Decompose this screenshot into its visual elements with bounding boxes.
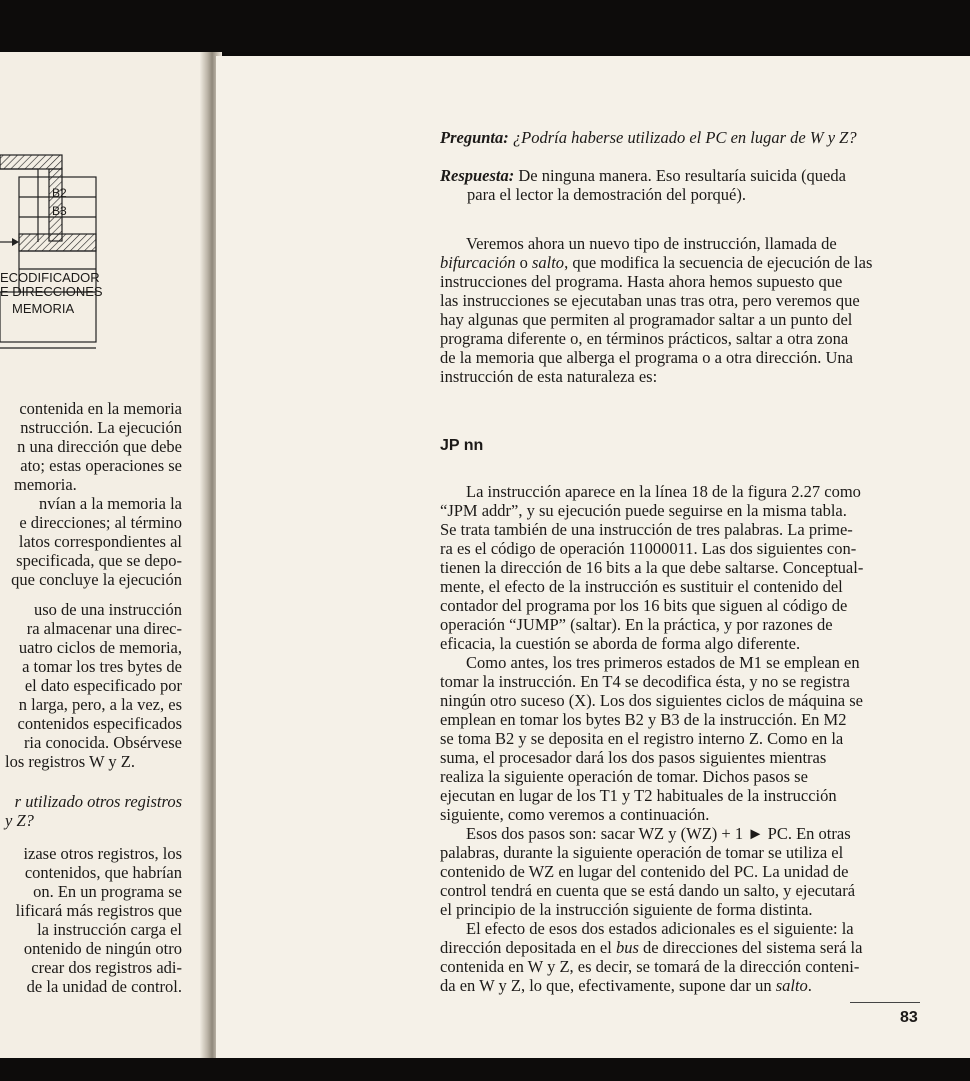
para2-line-27: da en W y Z, lo que, efectivamente, supone dar un salto.	[440, 976, 812, 995]
para2-line-9: eficacia, la cuestión se aborda de forma algo diferente.	[440, 634, 801, 653]
left-line-3: n una dirección que debe	[17, 437, 182, 456]
para2-line-10: Como antes, los tres primeros estados de M1 se emplean en	[466, 653, 860, 672]
para2-line-3: Se trata también de una instrucción de tres palabras. La prime-	[440, 520, 853, 539]
left-line-19: los registros W y Z.	[5, 752, 136, 771]
left-line-27: ontenido de ningún otro	[23, 939, 182, 958]
left-line-2: nstrucción. La ejecución	[20, 418, 182, 437]
right-page	[216, 56, 970, 1058]
left-line-18: ria conocida. Obsérvese	[23, 733, 182, 752]
para2-line-23: el principio de la instrucción siguiente de forma distinta.	[440, 900, 813, 919]
b2-label: B2	[52, 186, 67, 200]
para2-line-7: contador del programa por los 16 bits que siguen al código de	[440, 596, 848, 615]
para2-line-8: operación “JUMP” (saltar). En la práctica, y por razones de	[440, 615, 833, 634]
b3-label: B3	[52, 204, 67, 218]
bottom-dark-border	[0, 1058, 970, 1081]
para1-line-7: de la memoria que alberga el programa o a otra dirección. Una	[440, 348, 853, 367]
arrow-head	[12, 238, 19, 246]
para2-line-15: suma, el procesador dará los dos pasos siguientes mientras	[440, 748, 827, 767]
left-line-10: que concluye la ejecución	[11, 570, 182, 589]
para1-line-3: instrucciones del programa. Hasta ahora hemos supuesto que	[440, 272, 843, 291]
left-line-5: memoria.	[14, 475, 77, 494]
para2-line-1: La instrucción aparece en la línea 18 de la figura 2.27 como	[466, 482, 861, 501]
left-line-25: lificará más registros que	[15, 901, 182, 920]
hatched-bus-top	[0, 155, 62, 169]
decoder-label-line1: ECODIFICADOR	[0, 270, 100, 285]
left-line-8: latos correspondientes al	[18, 532, 182, 551]
left-line-13: uatro ciclos de memoria,	[18, 638, 182, 657]
left-line-9: specificada, que se depo-	[16, 551, 182, 570]
para2-line-21: contenido de WZ en lugar del contenido del PC. La unidad de	[440, 862, 849, 881]
para2-line-19: Esos dos pasos son: sacar WZ y (WZ) + 1 ► PC. En otras	[466, 824, 851, 843]
left-line-29: de la unidad de control.	[26, 977, 182, 996]
para2-line-16: realiza la siguiente operación de tomar. Dichos pasos se	[440, 767, 808, 786]
para2-line-24: El efecto de esos dos estados adicionales es el siguiente: la	[466, 919, 854, 938]
question-text: ¿Podría haberse utilizado el PC en lugar de W y Z?	[512, 128, 857, 147]
para2-line-11: tomar la instrucción. En T4 se decodifica ésta, y no se registra	[440, 672, 850, 691]
left-line-16: n larga, pero, a la vez, es	[18, 695, 182, 714]
answer-line-2: para el lector la demostración del porqué).	[467, 185, 747, 204]
para1-line-5: hay algunas que permiten al programador saltar a un punto del	[440, 310, 853, 329]
para2-line-20: palabras, durante la siguiente operación de tomar se utiliza el	[440, 843, 844, 862]
left-page	[0, 52, 208, 1058]
left-line-22: izase otros registros, los	[23, 844, 182, 863]
para2-line-14: se toma B2 y se deposita en el registro interno Z. Como en la	[440, 729, 844, 748]
decoder-box	[0, 292, 96, 342]
left-line-11: uso de una instrucción	[33, 600, 182, 619]
answer-text-1: De ninguna manera. Eso resultaría suicida (queda	[518, 166, 846, 185]
para2-line-25: dirección depositada en el bus de direcciones del sistema será la	[440, 938, 863, 957]
left-line-24: on. En un programa se	[33, 882, 182, 901]
para2-line-26: contenida en W y Z, es decir, se tomará de la dirección conteni-	[440, 957, 860, 976]
left-line-15: el dato especificado por	[24, 676, 182, 695]
left-line-21: y Z?	[5, 811, 34, 830]
left-line-6: nvían a la memoria la	[39, 494, 182, 513]
memory-label: MEMORIA	[12, 301, 75, 316]
left-line-20: r utilizado otros registros	[14, 792, 182, 811]
para2-line-5: tienen la dirección de 16 bits a la que debe saltarse. Conceptual-	[440, 558, 864, 577]
left-line-28: crear dos registros adi-	[31, 958, 182, 977]
question-label: Pregunta:	[440, 128, 509, 147]
page-number: 83	[900, 1009, 918, 1026]
question	[440, 128, 857, 147]
para2-line-17: ejecutan en lugar de los T1 y T2 habituales de la instrucción	[440, 786, 837, 805]
para2-line-12: ningún otro suceso (X). Los dos siguientes ciclos de máquina se	[440, 691, 863, 710]
left-line-7: e direcciones; al término	[19, 513, 182, 532]
b2-cell	[19, 234, 96, 251]
para1-line-6: programa diferente o, en términos prácticos, saltar a otra zona	[440, 329, 849, 348]
left-line-17: contenidos especificados	[17, 714, 182, 733]
left-line-4: ato; estas operaciones se	[20, 456, 182, 475]
para2-line-22: control tendrá en cuenta que se está dando un salto, y ejecutará	[440, 881, 856, 900]
answer-label: Respuesta:	[440, 166, 515, 185]
para1-line-4: las instrucciones se ejecutaban unas tras otra, pero veremos que	[440, 291, 860, 310]
answer-line-1	[440, 166, 846, 185]
left-line-1: contenida en la memoria	[19, 399, 182, 418]
left-line-12: ra almacenar una direc-	[26, 619, 182, 638]
top-dark-border	[0, 0, 970, 52]
para2-line-18: siguiente, como veremos a continuación.	[440, 805, 710, 824]
left-line-14: a tomar los tres bytes de	[22, 657, 182, 676]
para1-line-1: Veremos ahora un nuevo tipo de instrucción, llamada de	[466, 234, 837, 253]
para2-line-6: mente, el efecto de la instrucción es sustituir el contenido del	[440, 577, 843, 596]
para2-line-2: “JPM addr”, y su ejecución puede seguirse en la misma tabla.	[440, 501, 847, 520]
section-heading: JP nn	[440, 437, 484, 454]
para2-line-13: emplean en tomar los bytes B2 y B3 de la instrucción. En M2	[440, 710, 847, 729]
left-line-23: contenidos, que habrían	[24, 863, 182, 882]
footer-rule	[850, 1002, 920, 1003]
para1-line-8: instrucción de esta naturaleza es:	[440, 367, 658, 386]
para1-line-2: bifurcación o salto, que modifica la secuencia de ejecución de las	[440, 253, 873, 272]
left-line-26: la instrucción carga el	[37, 920, 182, 939]
memory-diagram	[0, 52, 208, 372]
decoder-label-line2: E DIRECCIONES	[0, 284, 103, 299]
para2-line-4: ra es el código de operación 11000011. Las dos siguientes con-	[440, 539, 857, 558]
